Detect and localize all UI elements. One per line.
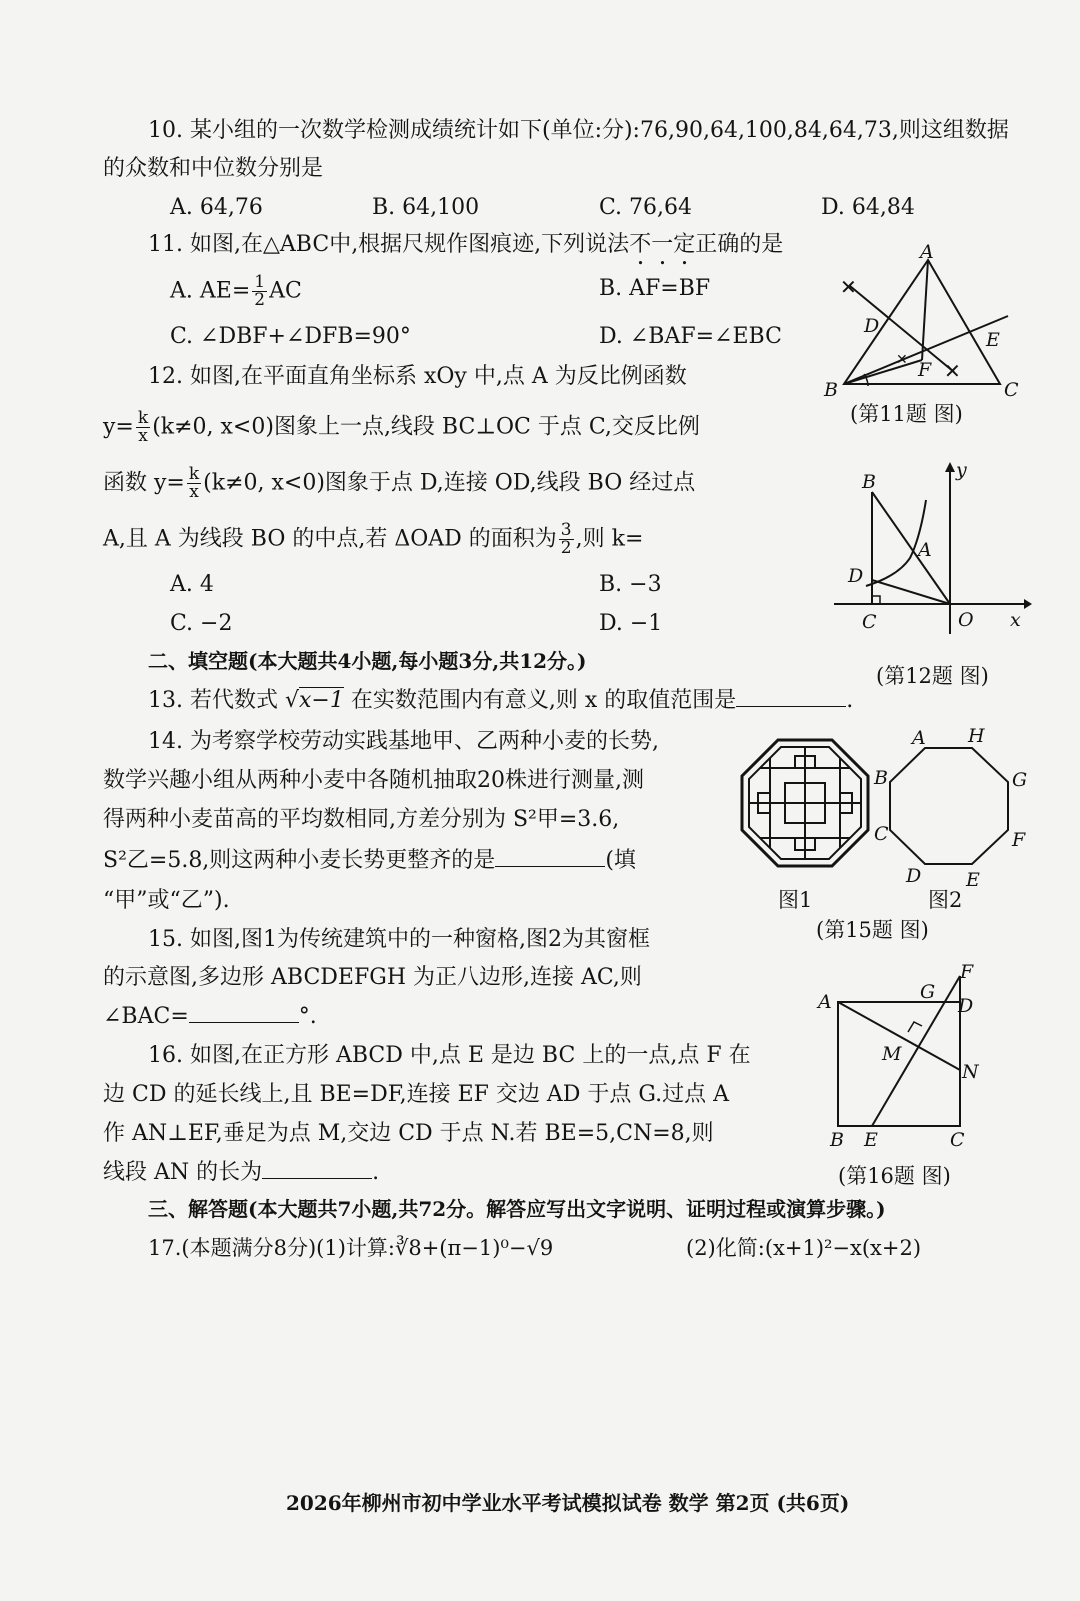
section-3-heading: 三、解答题(本大题共7小题,共72分。解答应写出文字说明、证明过程或演算步骤。) bbox=[148, 1197, 886, 1221]
q16-figure bbox=[814, 962, 1014, 1162]
hyperbola bbox=[866, 500, 926, 586]
q14-line2: 数学兴趣小组从两种小麦中各随机抽取20株进行测量,测 bbox=[103, 768, 644, 793]
y-axis-arrow bbox=[945, 462, 955, 472]
q11-option-c: C. ∠DBF+∠DFB=90° bbox=[170, 324, 411, 349]
q12-line3-pre: 函数 y= bbox=[103, 470, 185, 496]
q13-end: . bbox=[846, 688, 854, 713]
cross-mark-3: ✕ bbox=[896, 352, 908, 368]
q11-a-num: 1 bbox=[254, 272, 266, 292]
q12-line4-pre: A,且 A 为线段 BO 的中点,若 ΔOAD 的面积为 bbox=[103, 526, 557, 552]
label-b: B bbox=[830, 1129, 844, 1151]
q13-post: 在实数范围内有意义,则 x 的取值范围是 bbox=[350, 688, 737, 713]
q11-stem bbox=[148, 230, 783, 270]
q16-line1: 16. 如图,在正方形 ABCD 中,点 E 是边 BC 上的一点,点 F 在 bbox=[148, 1043, 751, 1068]
q16-line4-post: . bbox=[372, 1160, 380, 1185]
q12-figure-caption: (第12题 图) bbox=[876, 664, 989, 688]
q12-line2 bbox=[103, 410, 700, 445]
q11-stem-post: 正确的是 bbox=[695, 232, 784, 257]
q12-line3 bbox=[103, 466, 695, 501]
q12-line2-post: (k≠0, x<0)图象上一点,线段 BC⊥OC 于点 C,交反比例 bbox=[152, 414, 700, 440]
q11-figure-caption: (第11题 图) bbox=[850, 402, 963, 426]
label-e: E bbox=[864, 1129, 878, 1151]
q15-figure-1-label: 图1 bbox=[778, 888, 813, 912]
label-c: C bbox=[862, 611, 877, 633]
q12-option-b: B. −3 bbox=[599, 572, 662, 597]
q15-figure-2-label: 图2 bbox=[928, 888, 963, 912]
label-c: C bbox=[950, 1129, 965, 1151]
q16-line3: 作 AN⊥EF,垂足为点 M,交边 CD 于点 N.若 BE=5,CN=8,则 bbox=[103, 1121, 714, 1146]
q10-stem-line1: 10. 某小组的一次数学检测成绩统计如下(单位:分):76,90,64,100,84,64,73,则这组数据 bbox=[148, 118, 1009, 143]
label-f: F bbox=[1012, 829, 1026, 851]
segment-bo bbox=[872, 492, 950, 604]
q14-line1: 14. 为考察学校劳动实践基地甲、乙两种小麦的长势, bbox=[148, 729, 659, 754]
section-2-heading: 二、填空题(本大题共4小题,每小题3分,共12分。) bbox=[148, 649, 587, 673]
q14-line3: 得两种小麦苗高的平均数相同,方差分别为 S²甲=3.6, bbox=[103, 807, 620, 832]
q17-part1: 17.(本题满分8分)(1)计算:∛8+(π−1)⁰−√9 bbox=[148, 1236, 554, 1260]
label-e: E bbox=[986, 329, 1000, 351]
label-g: G bbox=[920, 981, 936, 1003]
q16-figure-caption: (第16题 图) bbox=[838, 1164, 951, 1188]
q14-line4-pre: S²乙=5.8,则这两种小麦长势更整齐的是 bbox=[103, 848, 496, 873]
label-f: F bbox=[918, 359, 932, 381]
label-d: D bbox=[906, 865, 922, 887]
q11-option-a-pre: A. AE= bbox=[170, 278, 251, 304]
q11-stem-pre: 11. 如图,在△ABC中,根据尺规作图痕迹,下列说法 bbox=[148, 232, 630, 257]
label-c: C bbox=[1004, 379, 1019, 401]
label-a: A bbox=[918, 539, 932, 561]
label-d: D bbox=[864, 315, 880, 337]
label-f: F bbox=[960, 961, 974, 983]
label-b: B bbox=[824, 379, 838, 401]
label-d: D bbox=[958, 995, 974, 1017]
q14-answer-blank[interactable] bbox=[495, 866, 605, 867]
label-o: O bbox=[958, 609, 974, 631]
q12-line4-num: 3 bbox=[560, 520, 572, 540]
label-x: x bbox=[1010, 609, 1021, 631]
q16-line2: 边 CD 的延长线上,且 BE=DF,连接 EF 交边 AD 于点 G.过点 A bbox=[103, 1082, 730, 1107]
page-footer: 2026年柳州市初中学业水平考试模拟试卷 数学 第2页 (共6页) bbox=[286, 1491, 850, 1515]
label-n: N bbox=[962, 1061, 979, 1083]
segment-bf bbox=[844, 360, 922, 384]
q12-line4 bbox=[103, 522, 643, 557]
label-a: A bbox=[920, 241, 934, 263]
segment-af bbox=[922, 260, 928, 360]
q10-option-a: A. 64,76 bbox=[170, 195, 263, 220]
x-axis-arrow bbox=[1024, 599, 1032, 609]
q15-line3-post: °. bbox=[298, 1004, 317, 1029]
q12-option-c: C. −2 bbox=[170, 611, 233, 636]
q11-option-b: B. AF=BF bbox=[599, 276, 711, 301]
q12-line2-fraction bbox=[136, 410, 150, 445]
q12-line2-pre: y= bbox=[103, 414, 134, 440]
label-m: M bbox=[882, 1043, 902, 1065]
label-d: D bbox=[848, 565, 864, 587]
q11-a-den: 2 bbox=[254, 290, 266, 310]
q15-line3 bbox=[103, 1002, 317, 1032]
lattice-pattern bbox=[750, 748, 860, 858]
q15-line2: 的示意图,多边形 ABCDEFGH 为正八边形,连接 AC,则 bbox=[103, 965, 642, 990]
q12-line3-den: x bbox=[189, 482, 199, 502]
sqrt-symbol: √ bbox=[284, 688, 300, 713]
q12-option-a: A. 4 bbox=[170, 572, 214, 597]
q11-option-a-fraction bbox=[252, 274, 267, 309]
q16-answer-blank[interactable] bbox=[262, 1178, 372, 1179]
q15-line1: 15. 如图,图1为传统建筑中的一种窗格,图2为其窗框 bbox=[148, 927, 650, 952]
label-h: H bbox=[968, 725, 985, 747]
q12-line3-post: (k≠0, x<0)图象于点 D,连接 OD,线段 BO 经过点 bbox=[203, 470, 696, 496]
q12-line3-num: k bbox=[188, 464, 200, 484]
label-b: B bbox=[862, 471, 876, 493]
q12-option-d: D. −1 bbox=[599, 611, 663, 636]
q13-pre: 13. 若代数式 bbox=[148, 688, 278, 713]
right-angle-mark-m bbox=[908, 1022, 922, 1032]
q10-option-b: B. 64,100 bbox=[372, 195, 480, 220]
q15-figure-1-window-lattice bbox=[740, 738, 870, 868]
q12-line4-post: ,则 k= bbox=[575, 526, 644, 552]
q11-option-a bbox=[170, 274, 302, 309]
label-a: A bbox=[818, 991, 832, 1013]
q16-line4-pre: 线段 AN 的长为 bbox=[103, 1160, 263, 1185]
q11-figure bbox=[820, 241, 1040, 401]
q15-figure-2-octagon bbox=[870, 726, 1030, 892]
label-b: B bbox=[874, 767, 888, 789]
cross-mark-2: ✕ bbox=[944, 359, 961, 383]
q12-line4-fraction bbox=[559, 522, 574, 557]
q12-line2-num: k bbox=[137, 408, 149, 428]
q11-stem-emph: 不一定 bbox=[629, 232, 696, 257]
q12-line1: 12. 如图,在平面直角坐标系 xOy 中,点 A 为反比例函数 bbox=[148, 364, 687, 389]
q17-part2: (2)化简:(x+1)²−x(x+2) bbox=[686, 1236, 922, 1260]
cross-mark-1: ✕ bbox=[840, 275, 857, 299]
q12-line4-den: 2 bbox=[560, 538, 572, 558]
q13-radicand: x−1 bbox=[299, 688, 344, 713]
q10-stem-line2: 的众数和中位数分别是 bbox=[103, 156, 324, 181]
label-a: A bbox=[912, 727, 926, 749]
right-angle-mark bbox=[872, 596, 880, 604]
label-e: E bbox=[966, 869, 980, 891]
q12-figure bbox=[828, 458, 1033, 636]
q16-line4 bbox=[103, 1158, 379, 1188]
q14-line5: “甲”或“乙”). bbox=[103, 888, 230, 913]
q14-line4 bbox=[103, 846, 636, 876]
label-c: C bbox=[874, 823, 889, 845]
segment-od bbox=[872, 580, 950, 604]
q10-option-c: C. 76,64 bbox=[599, 195, 693, 220]
q13-answer-blank[interactable] bbox=[736, 706, 846, 707]
q11-option-d: D. ∠BAF=∠EBC bbox=[599, 324, 782, 349]
q10-option-d: D. 64,84 bbox=[821, 195, 915, 220]
q14-line4-post: (填 bbox=[605, 848, 636, 873]
q15-answer-blank[interactable] bbox=[189, 1022, 299, 1023]
q11-option-a-post: AC bbox=[269, 278, 302, 304]
q12-line3-fraction bbox=[187, 466, 201, 501]
q15-line3-pre: ∠BAC= bbox=[103, 1004, 189, 1029]
label-g: G bbox=[1012, 769, 1028, 791]
q13 bbox=[148, 686, 853, 716]
q12-line2-den: x bbox=[138, 426, 148, 446]
q15-figure-caption: (第15题 图) bbox=[816, 918, 929, 942]
regular-octagon bbox=[890, 748, 1008, 864]
label-y: y bbox=[956, 459, 967, 481]
